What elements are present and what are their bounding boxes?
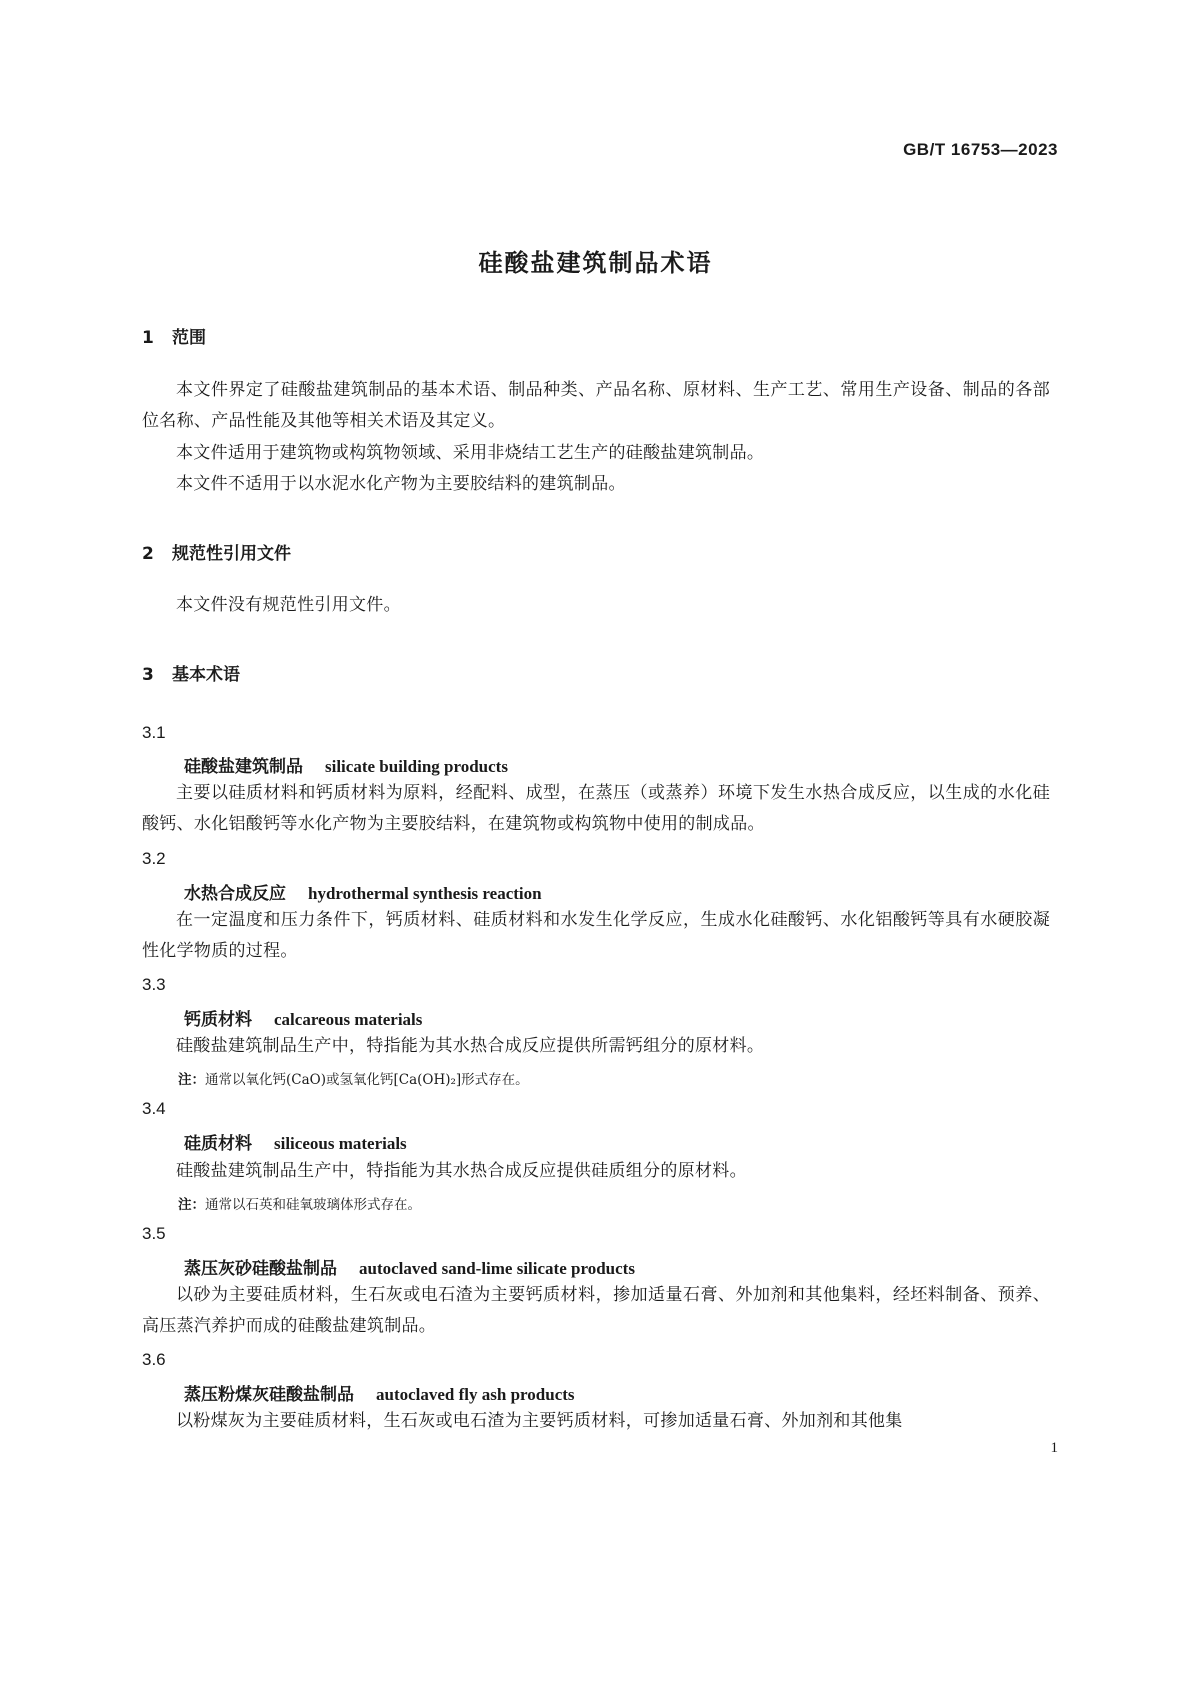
- term-number: 3.1: [142, 723, 166, 742]
- note-label: 注：: [178, 1197, 205, 1213]
- term-english: hydrothermal synthesis reaction: [308, 884, 542, 903]
- note-label: 注：: [178, 1072, 205, 1088]
- term-heading: [184, 1380, 575, 1405]
- references-paragraph: 本文件没有规范性引用文件。: [176, 595, 401, 615]
- section-number: 1: [142, 328, 154, 348]
- standard-number: GB/T 16753—2023: [903, 140, 1058, 159]
- term-english: autoclaved sand-lime silicate products: [359, 1259, 635, 1278]
- term-definition: 以砂为主要硅质材料，生石灰或电石渣为主要钙质材料，掺加适量石膏、外加剂和其他集料，经坯料制备、预养、高压蒸汽养护而成的硅酸盐建筑制品。: [142, 1285, 1050, 1336]
- term-number: 3.5: [142, 1224, 166, 1243]
- term-english: autoclaved fly ash products: [376, 1385, 575, 1404]
- section-number: 3: [142, 665, 154, 685]
- section-heading-scope: [142, 323, 206, 348]
- page-number: 1: [1050, 1440, 1058, 1456]
- term-english: siliceous materials: [274, 1134, 407, 1153]
- term-english: silicate building products: [325, 757, 508, 776]
- term-chinese: 蒸压灰砂硅酸盐制品: [184, 1259, 337, 1279]
- term-chinese: 硅酸盐建筑制品: [184, 757, 303, 777]
- scope-paragraph-3: 本文件不适用于以水泥水化产物为主要胶结料的建筑制品。: [176, 474, 626, 494]
- section-title: 基本术语: [172, 665, 240, 685]
- term-number: 3.2: [142, 849, 166, 868]
- term-heading: [184, 879, 542, 904]
- term-note: [178, 1068, 529, 1088]
- section-title: 范围: [172, 328, 206, 348]
- note-text: 通常以石英和硅氧玻璃体形式存在。: [205, 1197, 421, 1213]
- term-definition: 硅酸盐建筑制品生产中，特指能为其水热合成反应提供所需钙组分的原材料。: [176, 1036, 765, 1056]
- term-definition: 在一定温度和压力条件下，钙质材料、硅质材料和水发生化学反应，生成水化硅酸钙、水化铝酸钙等具有水硬胶凝性化学物质的过程。: [142, 910, 1050, 961]
- section-number: 2: [142, 544, 154, 564]
- term-definition: 以粉煤灰为主要硅质材料，生石灰或电石渣为主要钙质材料，可掺加适量石膏、外加剂和其他集: [176, 1411, 903, 1431]
- section-title: 规范性引用文件: [172, 544, 291, 564]
- term-definition: 硅酸盐建筑制品生产中，特指能为其水热合成反应提供硅质组分的原材料。: [176, 1161, 747, 1181]
- note-text: 通常以氧化钙(CaO)或氢氧化钙[Ca(OH)₂]形式存在。: [205, 1072, 529, 1088]
- term-heading: [184, 1129, 407, 1154]
- term-chinese: 蒸压粉煤灰硅酸盐制品: [184, 1385, 354, 1405]
- term-note: [178, 1193, 421, 1213]
- term-chinese: 硅质材料: [184, 1134, 252, 1154]
- scope-paragraph-1: 本文件界定了硅酸盐建筑制品的基本术语、制品种类、产品名称、原材料、生产工艺、常用生产设备、制品的各部位名称、产品性能及其他等相关术语及其定义。: [142, 380, 1050, 431]
- term-heading: [184, 1005, 422, 1030]
- term-definition: 主要以硅质材料和钙质材料为原料，经配料、成型，在蒸压（或蒸养）环境下发生水热合成反应，以生成的水化硅酸钙、水化铝酸钙等水化产物为主要胶结料，在建筑物或构筑物中使用的制成品。: [142, 783, 1050, 834]
- section-heading-normative-references: [142, 539, 291, 564]
- scope-paragraph-2: 本文件适用于建筑物或构筑物领域、采用非烧结工艺生产的硅酸盐建筑制品。: [176, 443, 765, 463]
- term-number: 3.3: [142, 975, 166, 994]
- document-title: 硅酸盐建筑制品术语: [478, 249, 713, 277]
- term-number: 3.4: [142, 1099, 166, 1118]
- section-heading-basic-terms: [142, 660, 240, 685]
- term-number: 3.6: [142, 1350, 166, 1369]
- term-chinese: 钙质材料: [184, 1010, 252, 1030]
- term-heading: [184, 1254, 635, 1279]
- term-chinese: 水热合成反应: [184, 884, 286, 904]
- term-english: calcareous materials: [274, 1010, 423, 1029]
- term-heading: [184, 752, 508, 777]
